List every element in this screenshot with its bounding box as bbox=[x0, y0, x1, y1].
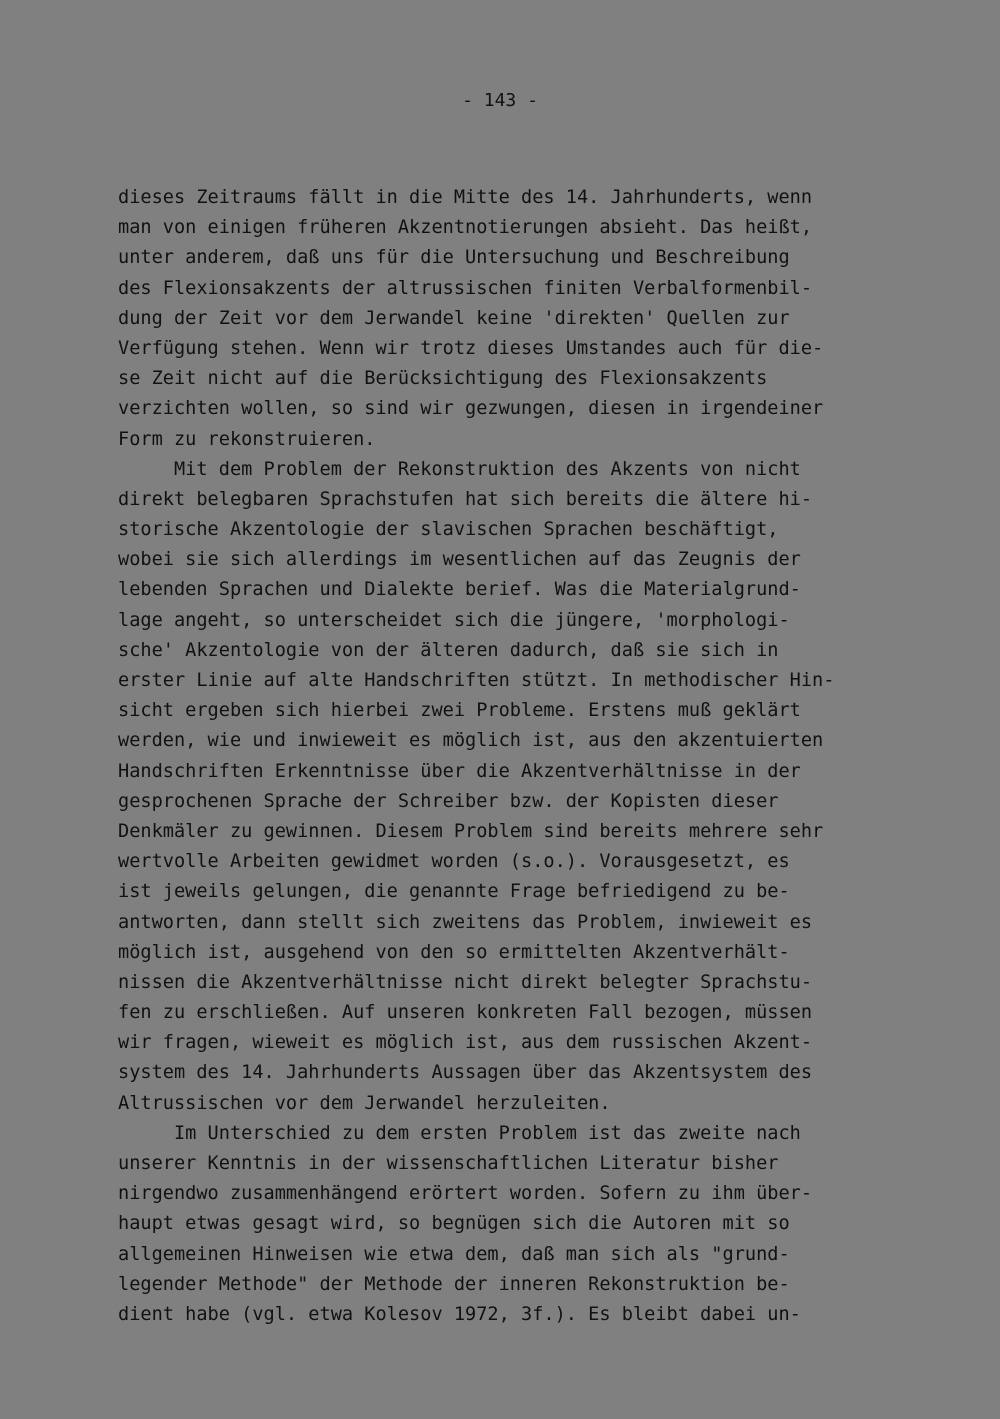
text-line: wir fragen, wieweit es möglich ist, aus dem russischen Akzent- bbox=[118, 1032, 813, 1054]
text-line: gesprochenen Sprache der Schreiber bzw. der Kopisten dieser bbox=[118, 790, 779, 812]
text-line: se Zeit nicht auf die Berücksichtigung des Flexionsakzents bbox=[118, 368, 768, 390]
page-number: - 143 - bbox=[462, 90, 538, 111]
text-line: unter anderem, daß uns für die Untersuchung und Beschreibung bbox=[118, 247, 790, 269]
text-line: system des 14. Jahrhunderts Aussagen über das Akzentsystem des bbox=[118, 1062, 813, 1084]
text-line: Denkmäler zu gewinnen. Diesem Problem sind bereits mehrere sehr bbox=[118, 820, 824, 842]
text-line: lebenden Sprachen und Dialekte berief. Was die Materialgrund- bbox=[118, 579, 801, 601]
text-line: werden, wie und inwieweit es möglich ist, aus den akzentuierten bbox=[118, 730, 824, 752]
text-line: allgemeinen Hinweisen wie etwa dem, daß man sich als "grund- bbox=[118, 1243, 790, 1265]
text-line: nirgendwo zusammenhängend erörtert worden. Sofern zu ihm über- bbox=[118, 1183, 813, 1205]
text-line: antworten, dann stellt sich zweitens das Problem, inwieweit es bbox=[118, 911, 813, 933]
text-line: Mit dem Problem der Rekonstruktion des Akzents von nicht bbox=[118, 458, 801, 480]
text-line: dieses Zeitraums fällt in die Mitte des 14. Jahrhunderts, wenn bbox=[118, 187, 813, 208]
text-line: Form zu rekonstruieren. bbox=[118, 428, 376, 450]
text-line: Altrussischen vor dem Jerwandel herzuleiten. bbox=[118, 1092, 611, 1114]
text-line: haupt etwas gesagt wird, so begnügen sich die Autoren mit so bbox=[118, 1213, 790, 1235]
text-line: wobei sie sich allerdings im wesentlichen auf das Zeugnis der bbox=[118, 549, 801, 571]
text-line: sicht ergeben sich hierbei zwei Probleme. Erstens muß geklärt bbox=[118, 700, 801, 722]
text-line: sche' Akzentologie von der älteren dadurch, daß sie sich in bbox=[118, 639, 779, 661]
text-line: ist jeweils gelungen, die genannte Frage befriedigend zu be- bbox=[118, 881, 790, 903]
text-line: Im Unterschied zu dem ersten Problem ist das zweite nach bbox=[118, 1122, 801, 1144]
text-line: erster Linie auf alte Handschriften stützt. In methodischer Hin- bbox=[118, 670, 835, 691]
text-line: storische Akzentologie der slavischen Sprachen beschäftigt, bbox=[118, 519, 779, 541]
text-line: man von einigen früheren Akzentnotierungen absieht. Das heißt, bbox=[118, 217, 813, 239]
text-line: fen zu erschließen. Auf unseren konkreten Fall bezogen, müssen bbox=[118, 1002, 813, 1024]
text-line: unserer Kenntnis in der wissenschaftlichen Literatur bisher bbox=[118, 1153, 779, 1174]
text-line: lage angeht, so unterscheidet sich die jüngere, 'morphologi- bbox=[118, 609, 790, 631]
text-line: wertvolle Arbeiten gewidmet worden (s.o.). Vorausgesetzt, es bbox=[118, 851, 790, 873]
text-line: verzichten wollen, so sind wir gezwungen, diesen in irgendeiner bbox=[118, 398, 824, 420]
text-line: möglich ist, ausgehend von den so ermittelten Akzentverhält- bbox=[118, 941, 790, 963]
text-line: dient habe (vgl. etwa Kolesov 1972, 3f.). Es bleibt dabei un- bbox=[118, 1303, 801, 1325]
text-line: nissen die Akzentverhältnisse nicht direkt belegter Sprachstu- bbox=[118, 971, 813, 993]
body-text bbox=[118, 183, 898, 1330]
text-line: dung der Zeit vor dem Jerwandel keine 'direkten' Quellen zur bbox=[118, 307, 790, 329]
text-line: direkt belegbaren Sprachstufen hat sich bereits die ältere hi- bbox=[118, 488, 813, 510]
text-line: Handschriften Erkenntnisse über die Akzentverhältnisse in der bbox=[118, 760, 801, 782]
text-line: des Flexionsakzents der altrussischen finiten Verbalformenbil- bbox=[118, 277, 813, 299]
text-line: Verfügung stehen. Wenn wir trotz dieses Umstandes auch für die- bbox=[118, 337, 824, 359]
text-line: legender Methode" der Methode der inneren Rekonstruktion be- bbox=[118, 1273, 790, 1295]
